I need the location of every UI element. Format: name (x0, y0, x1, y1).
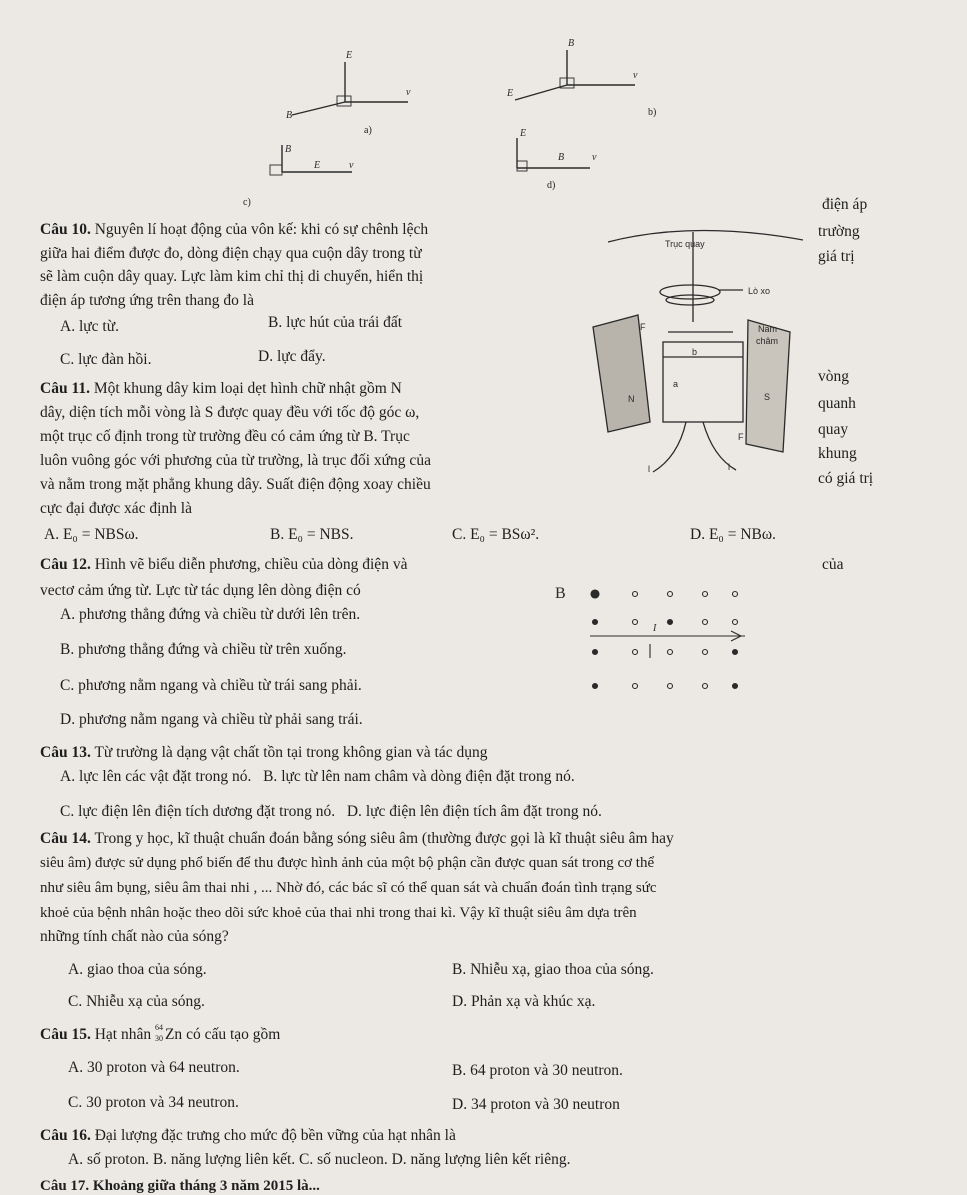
label-l-1: l (648, 464, 650, 474)
option-text: 30 proton và 64 neutron. (86, 1059, 240, 1076)
q12-line-1 (40, 556, 407, 574)
option-key: B. (268, 314, 283, 331)
q17-partial: Câu 17. Khoảng giữa tháng 3 năm 2015 là... (40, 1178, 320, 1194)
option-text: 34 proton và 30 neutron (470, 1096, 620, 1113)
svg-text:v: v (633, 70, 638, 81)
label-magnet-2: châm (756, 336, 779, 346)
option-text: lực đàn hồi. (78, 351, 152, 368)
q12-option-c (60, 677, 362, 695)
option-key: D. (690, 526, 706, 543)
q15-option-a (68, 1059, 240, 1077)
option-key: B. (270, 526, 285, 543)
q10-line-3: sẽ làm cuộn dây quay. Lực làm kim chỉ thị di chuyển, hiển thị (40, 268, 424, 285)
galvanometer-figure (568, 222, 818, 492)
option-key: C. (68, 993, 83, 1010)
option-text: E₀ = NBS. (288, 526, 354, 543)
option-text: Phản xạ và khúc xạ. (470, 993, 596, 1010)
q14-line-2: siêu âm) được sử dụng phổ biến để thu được hình ảnh của một bộ phận cần được quan sát trong cơ thể (40, 855, 655, 871)
q14-line-1 (40, 830, 674, 848)
q15-label: Câu 15. (40, 1026, 91, 1043)
q11-option-d (690, 526, 776, 544)
q11-side-4: khung (818, 445, 857, 462)
option-key-a: A. (68, 1151, 84, 1168)
option-key: D. (452, 993, 468, 1010)
option-text: lực đẩy. (276, 348, 326, 365)
option-text-b: lực từ lên nam châm và dòng điện đặt trong nó. (281, 768, 575, 785)
label-l-2: l (728, 462, 730, 472)
q11-option-c (452, 526, 539, 544)
option-text: 30 proton và 34 neutron. (86, 1094, 239, 1111)
option-key-d: D. (346, 803, 362, 820)
atomic-number: 30 (154, 1034, 163, 1044)
option-key: C. (60, 677, 75, 694)
q15-option-c (68, 1094, 239, 1112)
q11-side-1: vòng (818, 368, 849, 385)
option-key: B. (452, 1062, 467, 1079)
svg-text:B: B (286, 110, 293, 121)
option-text-c: lực điện lên điện tích dương đặt trong nó. (78, 803, 336, 820)
figure-label-b: b) (648, 107, 657, 118)
option-key-b: B. (263, 768, 278, 785)
q13-options-row-1 (60, 768, 575, 786)
option-key: C. (452, 526, 467, 543)
q11-side-5: có giá trị (818, 470, 874, 487)
q13-label: Câu 13. (40, 744, 91, 761)
q13-text: Từ trường là dạng vật chất tồn tại trong không gian và tác dụng (94, 744, 488, 761)
q10-side-3: giá trị (818, 248, 855, 265)
option-text: phương nằm ngang và chiều từ trái sang phải. (78, 677, 362, 694)
vector-diagrams (240, 20, 700, 210)
option-text-a: số proton. (86, 1151, 149, 1168)
svg-text:E: E (507, 88, 514, 99)
q14-line-5: những tính chất nào của sóng? (40, 928, 229, 945)
q10-side-1: điện áp (822, 196, 868, 213)
option-key: B. (60, 641, 75, 658)
q15-line-1 (40, 1023, 281, 1044)
option-text: Nhiễu xạ của sóng. (86, 993, 205, 1010)
figure-label-c: c) (243, 197, 251, 208)
q14-line-3: như siêu âm bụng, siêu âm thai nhi , ... Nhờ đó, các bác sĩ có thể quan sát và chuẩn đoán tình trạng sức (40, 880, 657, 896)
svg-text:B: B (568, 38, 575, 49)
q12-option-b (60, 641, 347, 659)
option-text: E₀ = NBω. (708, 526, 776, 543)
q10-option-b (268, 314, 402, 332)
svg-text:E: E (520, 128, 527, 139)
q12-text-1: Hình vẽ biểu diễn phương, chiều của dòng điện và (94, 556, 408, 573)
vector-figures (240, 20, 700, 210)
q10-text-1: Nguyên lí hoạt động của vôn kế: khi có sự chênh lệch (94, 221, 429, 238)
q15-option-b (452, 1062, 623, 1080)
label-force-2: F (738, 432, 744, 442)
q12-side: của (822, 556, 844, 573)
element-symbol: Zn (164, 1026, 183, 1043)
option-text: giao thoa của sóng. (86, 961, 207, 978)
q11-line-4: luôn vuông góc với phương của từ trường, là trục đối xứng của (40, 452, 431, 469)
q12-line-2: vectơ cảm ứng từ. Lực từ tác dụng lên dòng điện có (40, 582, 361, 599)
q11-line-1 (40, 380, 402, 398)
q10-line-1 (40, 221, 428, 239)
label-force-1: F (640, 322, 646, 332)
q11-side-3: quay (818, 421, 849, 438)
galvanometer-diagram (568, 222, 818, 492)
q16-label: Câu 16. (40, 1127, 91, 1144)
option-text: lực từ. (78, 318, 119, 335)
option-key-b: B. (152, 1151, 168, 1168)
option-key: A. (68, 1059, 84, 1076)
magnetic-field-figure (555, 578, 785, 700)
q11-option-b (270, 526, 353, 544)
q15-text-pre: Hạt nhân (94, 1026, 152, 1043)
option-key: D. (258, 348, 274, 365)
option-text: phương thẳng đứng và chiều từ dưới lên trên. (78, 606, 361, 623)
q12-label: Câu 12. (40, 556, 91, 573)
svg-text:v: v (592, 152, 597, 163)
q10-option-c (60, 351, 152, 369)
q11-line-6: cực đại được xác định là (40, 500, 192, 517)
option-key: A. (68, 961, 84, 978)
q10-line-4: điện áp tương ứng trên thang đo là (40, 292, 254, 309)
figure-label-d: d) (547, 180, 556, 191)
q11-text-1: Một khung dây kim loại dẹt hình chữ nhật gồm N (93, 380, 402, 397)
q13-options-row-2 (60, 803, 602, 821)
q10-option-d (258, 348, 326, 366)
svg-text:B: B (558, 152, 565, 163)
q15-option-d (452, 1096, 620, 1114)
svg-text:v: v (406, 87, 411, 98)
q15-text-post: có cấu tạo gồm (186, 1026, 281, 1043)
q11-side-2: quanh (818, 395, 856, 412)
option-text: phương thẳng đứng và chiều từ trên xuống. (78, 641, 347, 658)
label-b: b (692, 347, 698, 357)
option-key: A. (60, 606, 76, 623)
option-text-a: lực lên các vật đặt trong nó. (78, 768, 252, 785)
q11-line-3: một trục cố định trong từ trường đều có cảm ứng từ B. Trục (40, 428, 410, 445)
label-field-b: B (555, 585, 566, 602)
q11-option-a (44, 526, 139, 544)
label-current-i: I (653, 623, 657, 634)
nuclide-notation (154, 1023, 165, 1044)
option-text-c: số nucleon. (317, 1151, 388, 1168)
option-key: A. (60, 318, 76, 335)
option-key: D. (452, 1096, 468, 1113)
option-text-b: năng lượng liên kết. (170, 1151, 296, 1168)
q13-line-1 (40, 744, 487, 762)
option-text: phương nằm ngang và chiều từ phải sang trái. (78, 711, 363, 728)
label-spring: Lò xo (748, 286, 771, 296)
option-key-a: A. (60, 768, 76, 785)
field-dots-diagram (555, 578, 785, 700)
q14-option-c (68, 993, 205, 1011)
q14-option-b (452, 961, 654, 979)
q16-line-1 (40, 1127, 456, 1145)
q14-text-1: Trong y học, kĩ thuật chuẩn đoán bằng sóng siêu âm (thường được gọi là kĩ thuật siêu âm hay (94, 830, 674, 847)
option-key: C. (60, 351, 75, 368)
option-text: lực hút của trái đất (286, 314, 403, 331)
label-a: a (673, 379, 679, 389)
figure-label-a: a) (364, 125, 372, 136)
option-key-c: C. (60, 803, 75, 820)
option-key: B. (452, 961, 467, 978)
label-axis: Trục quay (665, 239, 705, 249)
svg-text:B: B (285, 144, 292, 155)
option-key: C. (68, 1094, 83, 1111)
svg-text:E: E (314, 160, 321, 171)
q10-label: Câu 10. (40, 221, 91, 238)
label-south: S (764, 392, 771, 402)
q16-options-row (68, 1151, 570, 1169)
q11-line-2: dây, diện tích mỗi vòng là S được quay đều với tốc độ góc ω, (40, 404, 420, 421)
option-key-d: D. (391, 1151, 407, 1168)
option-text: E₀ = BSω². (470, 526, 540, 543)
q11-line-5: và nằm trong mặt phẳng khung dây. Suất điện động xoay chiều (40, 476, 431, 493)
q12-option-d (60, 711, 363, 729)
option-key: A. (44, 526, 60, 543)
option-text-d: lực điện lên điện tích âm đặt trong nó. (365, 803, 602, 820)
q12-option-a (60, 606, 360, 624)
option-text-d: năng lượng liên kết riêng. (410, 1151, 571, 1168)
option-key-c: C. (299, 1151, 314, 1168)
q14-line-4: khoẻ của bệnh nhân hoặc theo dõi sức khoẻ của thai nhi trong thai kì. Vậy kĩ thuật siêu âm dựa trên (40, 905, 637, 921)
q16-text: Đại lượng đặc trưng cho mức độ bền vững của hạt nhân là (94, 1127, 456, 1144)
option-key: D. (60, 711, 76, 728)
label-north: N (628, 394, 635, 404)
q11-label: Câu 11. (40, 380, 90, 397)
q14-option-d (452, 993, 595, 1011)
q14-label: Câu 14. (40, 830, 91, 847)
svg-text:E: E (346, 50, 353, 61)
option-text: 64 proton và 30 neutron. (470, 1062, 623, 1079)
option-text: Nhiễu xạ, giao thoa của sóng. (470, 961, 654, 978)
label-magnet-1: Nam (758, 324, 778, 334)
q10-line-2: giữa hai điểm được đo, dòng điện chạy qua cuộn dây trong từ (40, 245, 422, 262)
q14-option-a (68, 961, 207, 979)
q10-side-2: trường (818, 223, 860, 240)
svg-text:v: v (349, 160, 354, 171)
q10-option-a (60, 318, 119, 336)
mass-number: 64 (154, 1023, 163, 1033)
option-text: E₀ = NBSω. (62, 526, 139, 543)
